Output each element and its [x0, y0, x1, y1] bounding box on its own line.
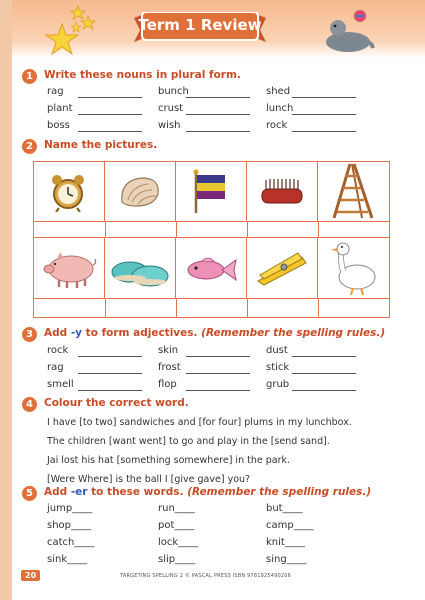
divider	[105, 299, 106, 317]
word-item: plant	[47, 103, 73, 114]
divider	[176, 222, 177, 238]
sentence[interactable]: I have [to two] sandwiches and [for four] plums in my lunchbox.	[47, 417, 352, 428]
picture-cell	[34, 238, 105, 299]
word-item: stick	[266, 362, 290, 373]
footer-text: TARGETING SPELLING 2 © PASCAL PRESS ISBN 9781925490206	[120, 573, 292, 579]
word-item: sing____	[266, 554, 307, 565]
answer-line[interactable]	[292, 390, 356, 391]
flag-icon	[190, 169, 230, 215]
section-heading: Name the pictures.	[44, 139, 158, 151]
answer-line[interactable]	[186, 373, 250, 374]
word-item: camp____	[266, 520, 314, 531]
word-item: boss	[47, 120, 70, 131]
answer-line[interactable]	[186, 356, 250, 357]
heading-suffix: -y	[70, 327, 83, 339]
picture-cell	[176, 162, 247, 222]
picture-grid	[33, 161, 390, 318]
pig-icon	[41, 249, 97, 289]
divider	[247, 299, 248, 317]
page-number: 20	[21, 570, 40, 581]
picture-cell	[247, 162, 318, 222]
peg-icon	[254, 251, 310, 287]
section-number: 4	[22, 397, 37, 412]
word-item: rag	[47, 86, 64, 97]
word-item: lunch	[266, 103, 294, 114]
divider	[176, 299, 177, 317]
heading-text: to form adjectives.	[82, 327, 202, 339]
section-heading	[44, 327, 385, 339]
divider	[318, 222, 319, 238]
stars-icon	[40, 2, 110, 62]
ladder-icon	[328, 162, 378, 220]
word-item: grub	[266, 379, 290, 390]
word-item: pot____	[158, 520, 195, 531]
sentence[interactable]: The children [want went] to go and play in the [send sand].	[47, 436, 330, 447]
answer-line[interactable]	[292, 97, 356, 98]
left-sidebar-strip	[0, 0, 12, 600]
answer-line[interactable]	[78, 114, 142, 115]
answer-line[interactable]	[78, 356, 142, 357]
picture-cell	[105, 162, 176, 222]
section-heading: Colour the correct word.	[44, 397, 189, 409]
sentence[interactable]: [Were Where] is the ball I [give gave] you?	[47, 474, 251, 485]
word-item: shop____	[47, 520, 92, 531]
picture-cell	[34, 162, 105, 222]
answer-line[interactable]	[292, 114, 356, 115]
heading-text: Add	[44, 327, 71, 339]
answer-line[interactable]	[78, 97, 142, 98]
heading-note: (Remember the spelling rules.)	[201, 327, 386, 339]
answer-line[interactable]	[186, 390, 250, 391]
word-item: jump____	[47, 503, 93, 514]
answer-line[interactable]	[186, 114, 250, 115]
word-item: knit____	[266, 537, 305, 548]
word-item: slip____	[158, 554, 196, 565]
word-item: smell	[47, 379, 74, 390]
divider	[105, 222, 106, 238]
word-item: shed	[266, 86, 291, 97]
word-item: rock	[266, 120, 288, 131]
word-item: run____	[158, 503, 195, 514]
sentence[interactable]: Jai lost his hat [something somewhere] in the park.	[47, 455, 291, 466]
section-number: 3	[22, 327, 37, 342]
word-item: rag	[47, 362, 64, 373]
answer-row	[34, 222, 389, 238]
picture-cell	[318, 238, 389, 299]
page-title: Term 1 Review	[138, 16, 262, 34]
section-heading: Write these nouns in plural form.	[44, 69, 241, 81]
fish-icon	[184, 253, 238, 287]
section-number: 5	[22, 486, 37, 501]
seal-mascot-icon	[318, 8, 378, 56]
answer-line[interactable]	[292, 131, 356, 132]
title-banner	[134, 12, 266, 46]
word-item: lock____	[158, 537, 199, 548]
picture-cell	[105, 238, 176, 299]
answer-line[interactable]	[78, 131, 142, 132]
word-item: skin	[158, 345, 179, 356]
shell-icon	[118, 174, 162, 210]
heading-note: (Remember the spelling rules.)	[187, 486, 372, 498]
word-item: crust	[158, 103, 184, 114]
divider	[318, 299, 319, 317]
word-item: frost	[158, 362, 181, 373]
picture-cell	[176, 238, 247, 299]
picture-cell	[247, 238, 318, 299]
divider	[247, 222, 248, 238]
word-item: catch____	[47, 537, 95, 548]
word-item: bunch	[158, 86, 189, 97]
section-number: 2	[22, 139, 37, 154]
picture-cell	[318, 162, 389, 222]
word-item: rock	[47, 345, 69, 356]
heading-suffix: -er	[70, 486, 88, 498]
answer-line[interactable]	[186, 131, 250, 132]
word-item: flop	[158, 379, 177, 390]
answer-line[interactable]	[78, 390, 142, 391]
brush-icon	[258, 175, 306, 209]
answer-line[interactable]	[78, 373, 142, 374]
answer-line[interactable]	[186, 97, 250, 98]
section-heading	[44, 486, 371, 498]
slippers-icon	[110, 248, 170, 288]
heading-text: Add	[44, 486, 71, 498]
word-item: wish	[158, 120, 181, 131]
word-item: dust	[266, 345, 288, 356]
clock-icon	[48, 172, 88, 212]
duck-icon	[329, 241, 379, 297]
heading-text: to these words.	[87, 486, 188, 498]
section-number: 1	[22, 69, 37, 84]
answer-line[interactable]	[292, 356, 356, 357]
word-item: but____	[266, 503, 303, 514]
word-item: sink____	[47, 554, 88, 565]
answer-line[interactable]	[292, 373, 356, 374]
